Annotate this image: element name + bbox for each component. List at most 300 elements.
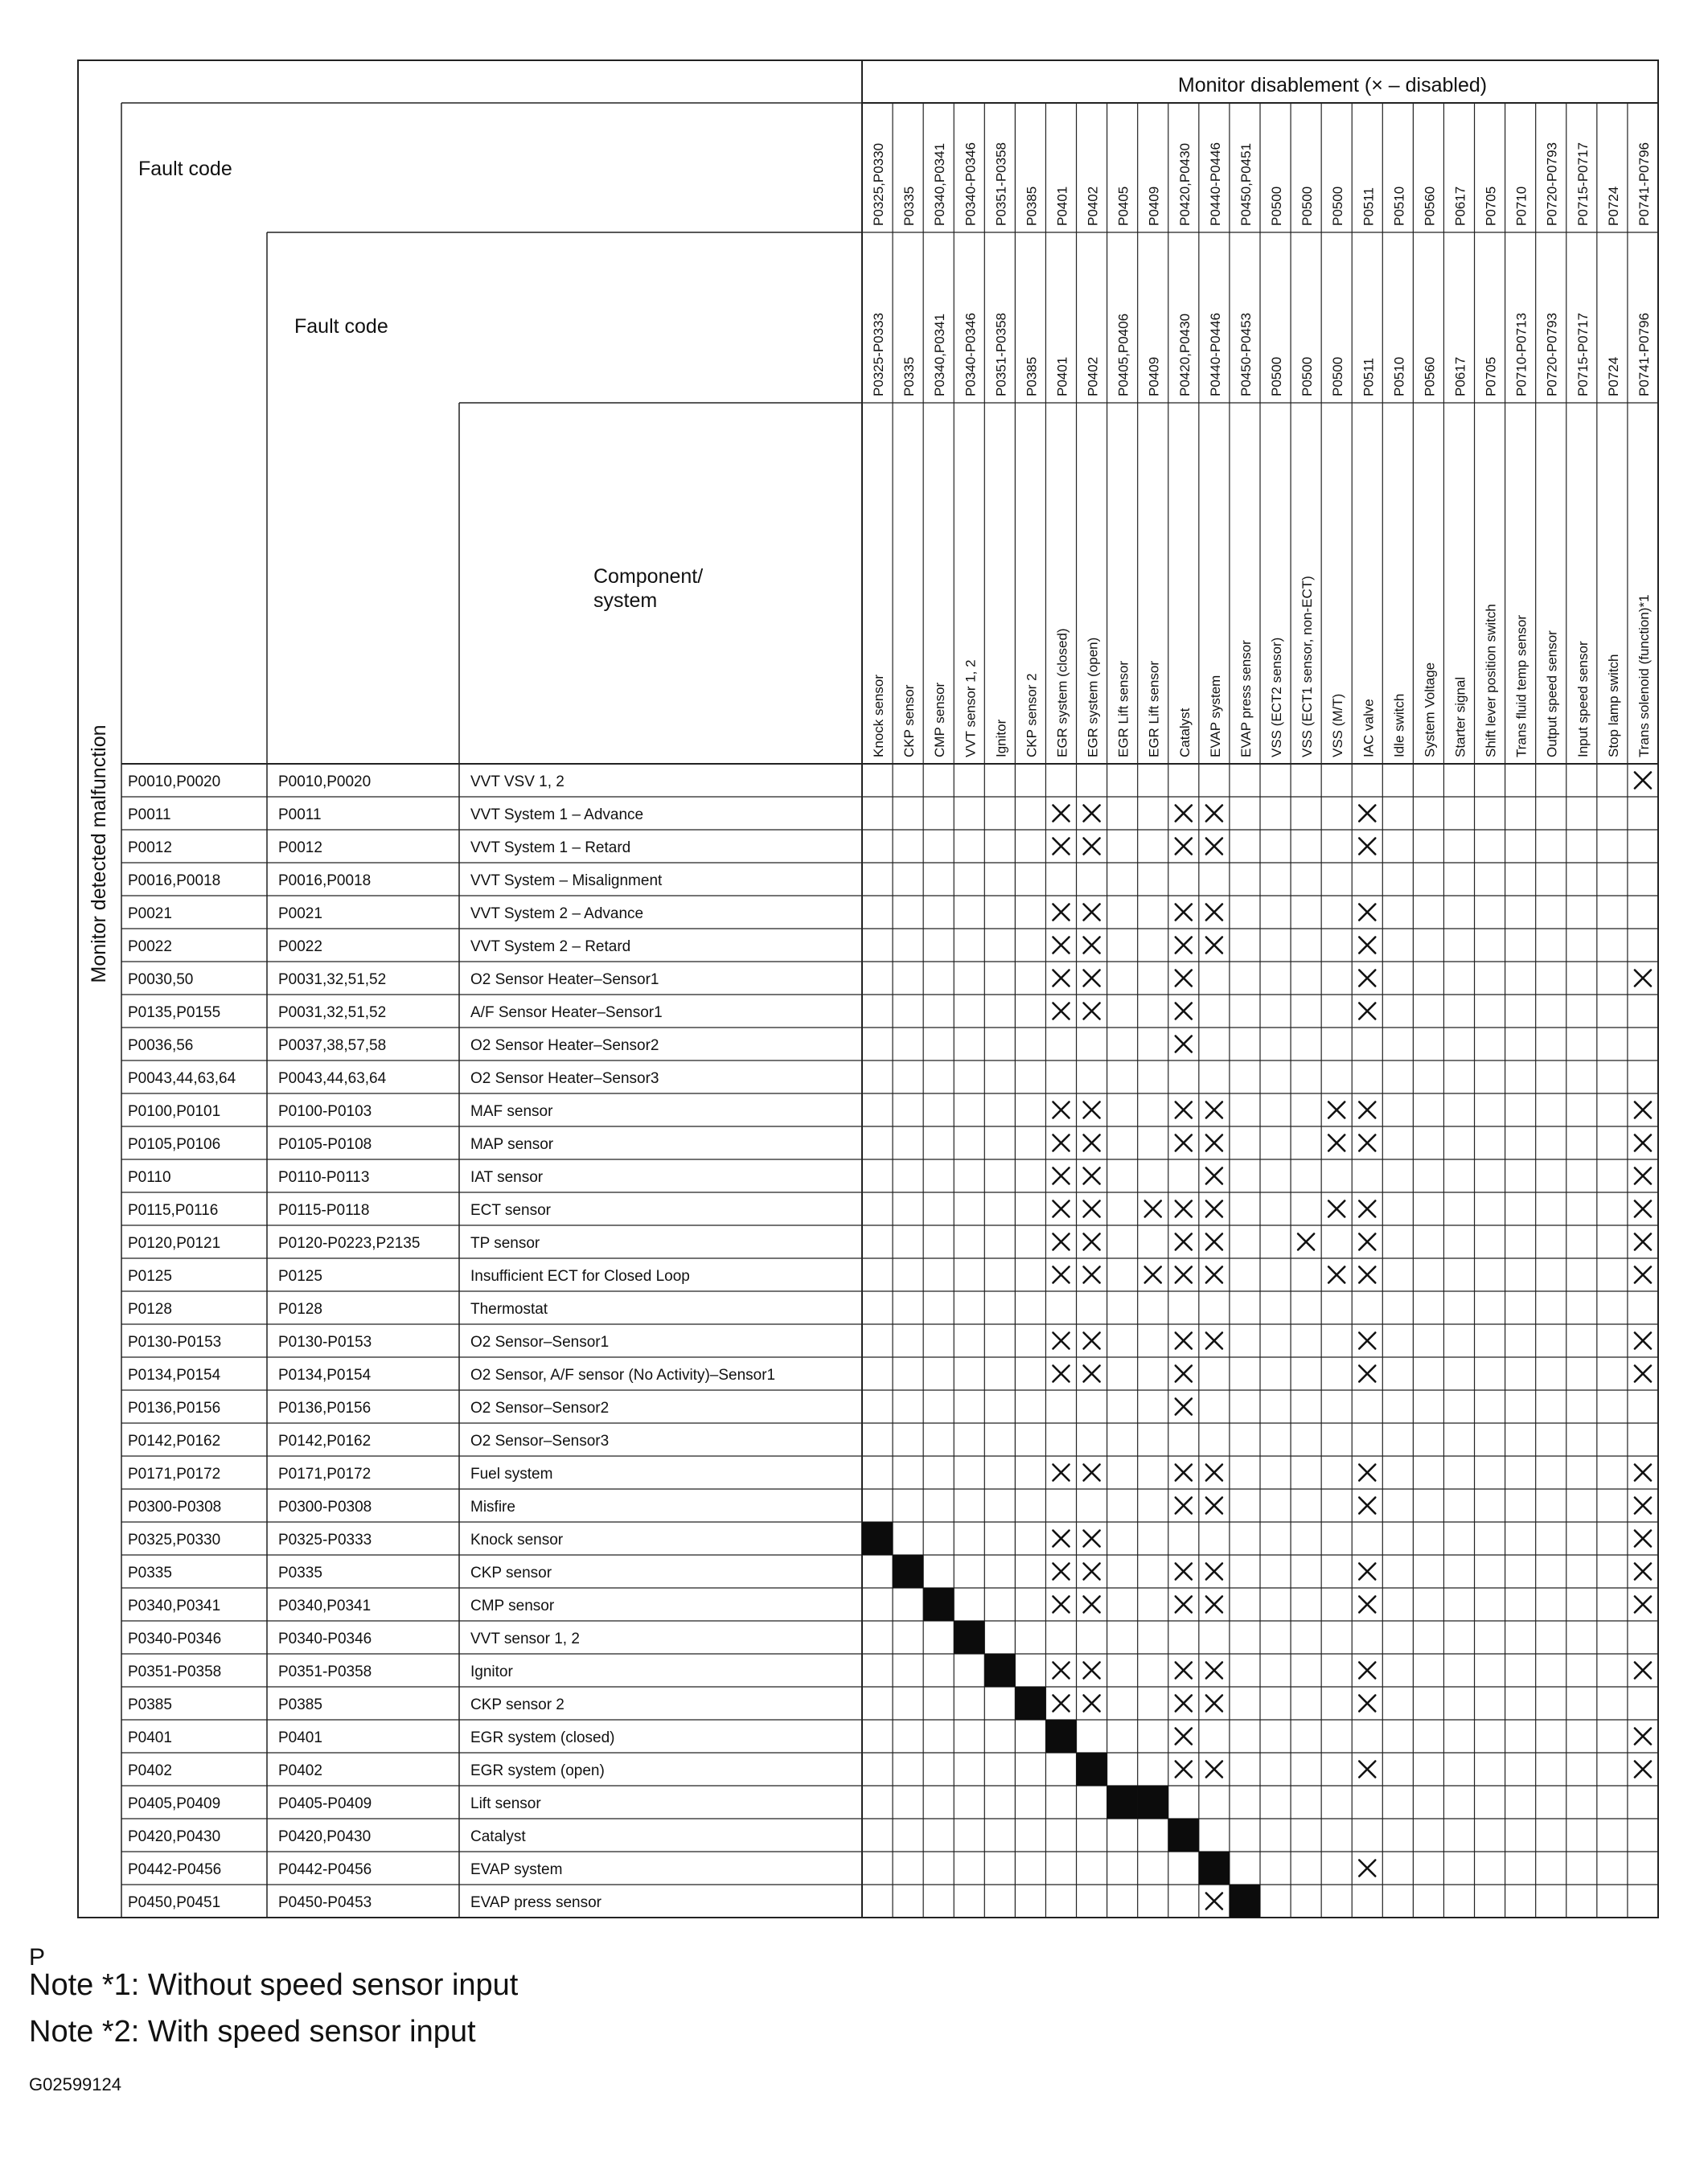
- disabled-x-mark: [1176, 1597, 1192, 1613]
- disabled-x-mark: [1145, 1267, 1161, 1283]
- row-code-secondary: P0012: [278, 839, 322, 856]
- row-code-primary: P0142,P0162: [128, 1433, 221, 1450]
- column-code-secondary: P0500: [1269, 356, 1285, 396]
- row-code-secondary: P0037,38,57,58: [278, 1037, 387, 1054]
- disabled-x-mark: [1176, 970, 1192, 987]
- disabled-x-mark: [1176, 1267, 1192, 1283]
- disabled-x-mark: [1176, 1564, 1192, 1580]
- row-code-primary: P0405,P0409: [128, 1795, 221, 1812]
- disabled-x-mark: [1635, 1333, 1651, 1349]
- disabled-x-mark: [1084, 1333, 1100, 1349]
- row-code-secondary: P0031,32,51,52: [278, 1004, 387, 1021]
- row-code-primary: P0021: [128, 905, 172, 922]
- row-code-secondary: P0335: [278, 1565, 322, 1581]
- column-code-secondary: P0402: [1085, 356, 1101, 396]
- column-component-name: IAC valve: [1361, 699, 1377, 757]
- row-code-secondary: P0325-P0333: [278, 1532, 372, 1549]
- column-code-secondary: P0724: [1605, 356, 1621, 396]
- disabled-x-mark: [1359, 1762, 1375, 1778]
- disabled-x-mark: [1176, 839, 1192, 855]
- column-component-name: System Voltage: [1422, 662, 1438, 757]
- column-code-primary: P0440-P0446: [1207, 142, 1223, 226]
- row-code-primary: P0105,P0106: [128, 1136, 221, 1153]
- disabled-x-mark: [1176, 1762, 1192, 1778]
- column-component-name: VVT sensor 1, 2: [963, 659, 979, 757]
- row-code-secondary: P0142,P0162: [278, 1433, 372, 1450]
- disabled-x-mark: [1359, 905, 1375, 921]
- disabled-x-mark: [1635, 1564, 1651, 1580]
- row-component-name: O2 Sensor Heater–Sensor2: [470, 1037, 659, 1054]
- disabled-x-mark: [1359, 1234, 1375, 1250]
- disabled-x-mark: [1176, 1333, 1192, 1349]
- column-code-secondary: P0401: [1054, 356, 1070, 396]
- disabled-x-mark: [1359, 806, 1375, 822]
- column-code-primary: P0741-P0796: [1636, 142, 1652, 226]
- row-code-secondary: P0420,P0430: [278, 1828, 372, 1845]
- table-row: [128, 839, 1375, 857]
- column-code-primary: P0720-P0793: [1544, 142, 1560, 226]
- row-component-name: A/F Sensor Heater–Sensor1: [470, 1004, 663, 1021]
- row-component-name: VVT System 1 – Advance: [470, 806, 644, 823]
- row-code-secondary: P0125: [278, 1268, 322, 1285]
- self-cell-block: [1107, 1786, 1138, 1819]
- table-row: [128, 1588, 1651, 1621]
- column-code-primary: P0401: [1054, 186, 1070, 226]
- column-code-secondary: P0409: [1146, 356, 1162, 396]
- row-code-primary: P0450,P0451: [128, 1894, 221, 1911]
- note-2: Note *2: With speed sensor input: [29, 2015, 476, 2049]
- disabled-x-mark: [1084, 839, 1100, 855]
- disabled-x-mark: [1053, 1267, 1070, 1283]
- disabled-x-mark: [1206, 1762, 1222, 1778]
- row-component-name: Knock sensor: [470, 1532, 564, 1549]
- disabled-x-mark: [1359, 1102, 1375, 1118]
- column-code-primary: P0335: [901, 186, 918, 226]
- row-code-primary: P0016,P0018: [128, 872, 221, 889]
- disabled-x-mark: [1635, 1663, 1651, 1679]
- row-component-name: EVAP press sensor: [470, 1894, 601, 1911]
- disabled-x-mark: [1359, 1135, 1375, 1151]
- disabled-x-mark: [1084, 1663, 1100, 1679]
- row-code-secondary: P0043,44,63,64: [278, 1070, 387, 1087]
- column-code-secondary: P0385: [1024, 356, 1040, 396]
- column-component-name: VSS (M/T): [1330, 693, 1346, 757]
- table-row: [128, 970, 1651, 989]
- column-component-name: CMP sensor: [932, 682, 948, 757]
- disabled-x-mark: [1635, 773, 1651, 789]
- column-code-primary: P0724: [1605, 186, 1621, 226]
- disabled-x-mark: [1176, 1729, 1192, 1745]
- row-component-name: MAP sensor: [470, 1136, 554, 1153]
- disabled-x-mark: [1176, 1465, 1192, 1481]
- disabled-x-mark: [1359, 1465, 1375, 1481]
- disabled-x-mark: [1206, 1498, 1222, 1514]
- row-component-name: ECT sensor: [470, 1202, 551, 1219]
- row-component-name: EGR system (closed): [470, 1729, 615, 1746]
- component-header-line: system: [593, 589, 658, 612]
- disabled-x-mark: [1206, 839, 1222, 855]
- row-component-name: O2 Sensor–Sensor3: [470, 1433, 610, 1450]
- row-component-name: EVAP system: [470, 1861, 563, 1878]
- disabled-x-mark: [1176, 937, 1192, 954]
- row-code-primary: P0120,P0121: [128, 1235, 221, 1252]
- disabled-x-mark: [1053, 905, 1070, 921]
- column-code-primary: P0340,P0341: [932, 142, 948, 226]
- footer-marker: P: [29, 1944, 46, 1971]
- row-code-primary: P0402: [128, 1762, 172, 1779]
- column-code-secondary: P0720-P0793: [1544, 313, 1560, 396]
- disabled-x-mark: [1635, 1498, 1651, 1514]
- disabled-x-mark: [1053, 1003, 1070, 1019]
- table-row: [128, 1819, 1199, 1852]
- row-code-primary: P0442-P0456: [128, 1861, 222, 1878]
- table-row: [128, 1102, 1651, 1121]
- row-code-primary: P0036,56: [128, 1037, 194, 1054]
- row-code-primary: P0351-P0358: [128, 1663, 222, 1680]
- disabled-x-mark: [1084, 1003, 1100, 1019]
- column-component-name: CKP sensor: [901, 684, 918, 757]
- column-code-secondary: P0325-P0333: [871, 313, 887, 396]
- table-row: [128, 1720, 1651, 1753]
- component-system-header: [593, 565, 703, 612]
- column-code-secondary: P0510: [1391, 356, 1407, 396]
- column-code-secondary: P0340,P0341: [932, 313, 948, 396]
- column-code-secondary: P0705: [1483, 356, 1499, 396]
- disabled-x-mark: [1206, 1102, 1222, 1118]
- table-row: [128, 773, 1651, 791]
- row-component-name: O2 Sensor Heater–Sensor3: [470, 1070, 659, 1087]
- column-code-primary: P0325,P0330: [871, 142, 887, 226]
- table-row: [128, 1786, 1168, 1819]
- row-code-secondary: P0128: [278, 1301, 322, 1318]
- table-row: [128, 1168, 1651, 1187]
- row-code-primary: P0134,P0154: [128, 1367, 221, 1384]
- row-component-name: Ignitor: [470, 1663, 513, 1680]
- self-cell-block: [984, 1654, 1015, 1687]
- column-component-name: CKP sensor 2: [1024, 673, 1040, 757]
- table-row: [128, 1522, 1651, 1555]
- table-row: [128, 1753, 1651, 1786]
- row-code-secondary: P0011: [278, 806, 322, 823]
- disabled-x-mark: [1084, 1696, 1100, 1712]
- disabled-x-mark: [1359, 1201, 1375, 1217]
- column-code-secondary: P0741-P0796: [1636, 313, 1652, 396]
- table-row: [128, 1234, 1651, 1253]
- row-code-primary: P0171,P0172: [128, 1466, 221, 1483]
- table-row: [128, 1333, 1651, 1352]
- row-code-primary: P0335: [128, 1565, 172, 1581]
- row-component-name: Catalyst: [470, 1828, 526, 1845]
- row-code-primary: P0135,P0155: [128, 1004, 221, 1021]
- table-row: [128, 1301, 548, 1318]
- disabled-x-mark: [1084, 1267, 1100, 1283]
- column-code-secondary: P0340-P0346: [963, 313, 979, 396]
- row-component-name: VVT System – Misalignment: [470, 872, 663, 889]
- row-component-name: Fuel system: [470, 1466, 553, 1483]
- disabled-x-mark: [1328, 1267, 1345, 1283]
- self-cell-block: [1168, 1819, 1199, 1852]
- column-code-secondary: P0351-P0358: [993, 313, 1009, 396]
- row-component-name: Lift sensor: [470, 1795, 541, 1812]
- row-code-primary: P0385: [128, 1696, 172, 1713]
- row-code-primary: P0011: [128, 806, 171, 823]
- disabled-x-mark: [1176, 1234, 1192, 1250]
- disabled-x-mark: [1176, 1102, 1192, 1118]
- disabled-x-mark: [1635, 1366, 1651, 1382]
- row-code-primary: P0010,P0020: [128, 773, 221, 790]
- disabled-x-mark: [1176, 1399, 1192, 1415]
- disabled-x-mark: [1206, 1135, 1222, 1151]
- row-code-secondary: P0100-P0103: [278, 1103, 372, 1120]
- self-cell-block: [1045, 1720, 1076, 1753]
- row-code-primary: P0340,P0341: [128, 1598, 221, 1614]
- disabled-x-mark: [1053, 1201, 1070, 1217]
- table-row: [128, 1555, 1651, 1588]
- row-code-secondary: P0130-P0153: [278, 1334, 372, 1351]
- column-component-name: Catalyst: [1176, 708, 1193, 757]
- column-code-primary: P0340-P0346: [963, 142, 979, 226]
- disabled-x-mark: [1084, 905, 1100, 921]
- disabled-x-mark: [1635, 1531, 1651, 1547]
- disabled-x-mark: [1359, 1498, 1375, 1514]
- table-row: [128, 1852, 1375, 1885]
- row-code-secondary: P0110-P0113: [278, 1169, 370, 1186]
- column-component-name: EGR Lift sensor: [1146, 661, 1162, 757]
- disabled-x-mark: [1053, 1564, 1070, 1580]
- self-cell-block: [1230, 1885, 1260, 1918]
- table-row: [128, 1433, 609, 1450]
- row-code-secondary: P0010,P0020: [278, 773, 372, 790]
- disabled-x-mark: [1328, 1135, 1345, 1151]
- row-component-name: Thermostat: [470, 1301, 548, 1318]
- disabled-x-mark: [1084, 1366, 1100, 1382]
- disabled-x-mark: [1206, 1333, 1222, 1349]
- disabled-x-mark: [1084, 1201, 1100, 1217]
- row-component-name: Insufficient ECT for Closed Loop: [470, 1268, 690, 1285]
- disabled-x-mark: [1328, 1102, 1345, 1118]
- disabled-x-mark: [1053, 1696, 1070, 1712]
- column-code-primary: P0405: [1115, 186, 1131, 226]
- self-cell-block: [1138, 1786, 1168, 1819]
- row-component-name: VVT VSV 1, 2: [470, 773, 565, 790]
- row-code-primary: P0325,P0330: [128, 1532, 221, 1549]
- disabled-x-mark: [1206, 1168, 1222, 1184]
- table-row: [128, 872, 663, 889]
- row-code-secondary: P0115-P0118: [278, 1202, 370, 1219]
- row-code-primary: P0100,P0101: [128, 1103, 221, 1120]
- column-component-name: EGR system (open): [1085, 637, 1101, 757]
- disabled-x-mark: [1053, 1531, 1070, 1547]
- row-code-secondary: P0171,P0172: [278, 1466, 372, 1483]
- column-code-primary: P0560: [1422, 186, 1438, 226]
- table-row: [128, 1267, 1651, 1286]
- row-component-name: O2 Sensor–Sensor1: [470, 1334, 610, 1351]
- column-code-primary: P0500: [1330, 186, 1346, 226]
- disabled-x-mark: [1359, 839, 1375, 855]
- disabled-x-mark: [1206, 1267, 1222, 1283]
- disabled-x-mark: [1635, 1102, 1651, 1118]
- column-code-primary: P0420,P0430: [1176, 142, 1193, 226]
- disabled-x-mark: [1176, 1201, 1192, 1217]
- row-code-primary: P0340-P0346: [128, 1631, 222, 1647]
- row-component-name: CKP sensor: [470, 1565, 552, 1581]
- column-code-secondary: P0617: [1452, 356, 1468, 396]
- disabled-x-mark: [1176, 1135, 1192, 1151]
- column-code-primary: P0500: [1299, 186, 1316, 226]
- table-row: [128, 1070, 659, 1087]
- disabled-x-mark: [1635, 970, 1651, 987]
- column-component-name: EGR Lift sensor: [1115, 661, 1131, 757]
- row-component-name: CKP sensor 2: [470, 1696, 565, 1713]
- row-component-name: O2 Sensor Heater–Sensor1: [470, 971, 659, 988]
- disabled-x-mark: [1176, 1036, 1192, 1052]
- column-component-name: Trans solenoid (function)*1: [1636, 594, 1652, 757]
- row-code-secondary: P0120-P0223,P2135: [278, 1235, 421, 1252]
- row-component-name: CMP sensor: [470, 1598, 555, 1614]
- disabled-x-mark: [1176, 1663, 1192, 1679]
- table-row: [128, 1135, 1651, 1154]
- column-code-primary: P0511: [1361, 187, 1377, 226]
- disabled-x-mark: [1084, 1531, 1100, 1547]
- disabled-x-mark: [1084, 1135, 1100, 1151]
- row-component-name: IAT sensor: [470, 1169, 544, 1186]
- row-code-secondary: P0016,P0018: [278, 872, 372, 889]
- row-code-primary: P0130-P0153: [128, 1334, 222, 1351]
- row-code-primary: P0420,P0430: [128, 1828, 221, 1845]
- disabled-x-mark: [1084, 1102, 1100, 1118]
- column-component-name: EGR system (closed): [1054, 628, 1070, 757]
- disabled-x-mark: [1635, 1465, 1651, 1481]
- disabled-x-mark: [1084, 1168, 1100, 1184]
- column-code-primary: P0402: [1085, 186, 1101, 226]
- disabled-x-mark: [1359, 1366, 1375, 1382]
- disabled-x-mark: [1176, 1696, 1192, 1712]
- disabled-x-mark: [1206, 905, 1222, 921]
- disabled-x-mark: [1206, 1201, 1222, 1217]
- disabled-x-mark: [1635, 1729, 1651, 1745]
- column-code-primary: P0351-P0358: [993, 142, 1009, 226]
- row-code-primary: P0136,P0156: [128, 1400, 221, 1417]
- column-code-primary: P0510: [1391, 186, 1407, 226]
- table-row: [128, 1036, 1192, 1055]
- column-code-secondary: P0440-P0446: [1207, 313, 1223, 396]
- row-component-name: VVT sensor 1, 2: [470, 1631, 580, 1647]
- row-code-secondary: P0340-P0346: [278, 1631, 372, 1647]
- table-row: [128, 1885, 1260, 1918]
- self-cell-block: [862, 1522, 893, 1555]
- column-headers: [871, 142, 1652, 757]
- table-row: [128, 905, 1375, 923]
- disabled-x-mark: [1635, 1267, 1651, 1283]
- disabled-x-mark: [1176, 1498, 1192, 1514]
- row-code-primary: P0110: [128, 1169, 171, 1186]
- disabled-x-mark: [1053, 1597, 1070, 1613]
- row-code-secondary: P0022: [278, 938, 322, 955]
- table-rows: [128, 773, 1651, 1918]
- self-cell-block: [923, 1588, 954, 1621]
- disabled-x-mark: [1206, 1564, 1222, 1580]
- disabled-x-mark: [1053, 1333, 1070, 1349]
- disabled-x-mark: [1359, 1696, 1375, 1712]
- row-code-primary: P0300-P0308: [128, 1499, 222, 1516]
- column-code-secondary: P0420,P0430: [1176, 313, 1193, 396]
- disabled-x-mark: [1053, 970, 1070, 987]
- column-code-secondary: P0335: [901, 356, 918, 396]
- column-code-primary: P0715-P0717: [1575, 142, 1591, 226]
- row-code-primary: P0012: [128, 839, 172, 856]
- disabled-x-mark: [1084, 970, 1100, 987]
- table-row: [128, 1687, 1375, 1720]
- disabled-x-mark: [1084, 937, 1100, 954]
- table-row: [128, 806, 1375, 824]
- disabled-x-mark: [1206, 1696, 1222, 1712]
- disabled-x-mark: [1328, 1201, 1345, 1217]
- row-component-name: Misfire: [470, 1499, 515, 1516]
- row-code-secondary: P0136,P0156: [278, 1400, 372, 1417]
- figure-id: G02599124: [29, 2074, 121, 2094]
- row-code-secondary: P0031,32,51,52: [278, 971, 387, 988]
- disabled-x-mark: [1359, 1267, 1375, 1283]
- row-code-secondary: P0402: [278, 1762, 322, 1779]
- column-code-primary: P0500: [1269, 186, 1285, 226]
- column-code-primary: P0617: [1452, 186, 1468, 226]
- column-component-name: Knock sensor: [871, 675, 887, 757]
- disabled-x-mark: [1176, 806, 1192, 822]
- table-row: [128, 1003, 1375, 1022]
- disabled-x-mark: [1053, 1663, 1070, 1679]
- disabled-x-mark: [1176, 1366, 1192, 1382]
- disabled-x-mark: [1176, 905, 1192, 921]
- disabled-x-mark: [1053, 839, 1070, 855]
- disabled-x-mark: [1176, 1003, 1192, 1019]
- disabled-x-mark: [1635, 1135, 1651, 1151]
- table-row: [128, 1399, 1192, 1417]
- row-code-secondary: P0385: [278, 1696, 322, 1713]
- column-component-name: EVAP press sensor: [1238, 640, 1254, 757]
- disabled-x-mark: [1635, 1762, 1651, 1778]
- disabled-x-mark: [1053, 1234, 1070, 1250]
- disabled-x-mark: [1206, 1597, 1222, 1613]
- disabled-x-mark: [1635, 1597, 1651, 1613]
- note-1: Note *1: Without speed sensor input: [29, 1968, 519, 2002]
- row-component-name: VVT System 2 – Retard: [470, 938, 631, 955]
- disabled-x-mark: [1359, 1564, 1375, 1580]
- disabled-x-mark: [1084, 1465, 1100, 1481]
- column-code-secondary: P0560: [1422, 356, 1438, 396]
- column-component-name: Output speed sensor: [1544, 630, 1560, 757]
- column-component-name: Input speed sensor: [1575, 641, 1591, 757]
- disabled-x-mark: [1053, 1366, 1070, 1382]
- row-component-name: VVT System 1 – Retard: [470, 839, 631, 856]
- component-header-line: Component/: [593, 565, 704, 588]
- row-code-primary: P0401: [128, 1729, 172, 1746]
- row-code-primary: P0043,44,63,64: [128, 1070, 236, 1087]
- column-component-name: Shift lever position switch: [1483, 604, 1499, 757]
- row-code-secondary: P0105-P0108: [278, 1136, 372, 1153]
- disabled-x-mark: [1359, 1003, 1375, 1019]
- row-code-secondary: P0442-P0456: [278, 1861, 372, 1878]
- disabled-x-mark: [1635, 1168, 1651, 1184]
- column-component-name: Idle switch: [1391, 693, 1407, 757]
- disabled-x-mark: [1359, 1663, 1375, 1679]
- disabled-x-mark: [1635, 1234, 1651, 1250]
- table-row: [128, 1621, 984, 1654]
- disabled-x-mark: [1206, 1893, 1222, 1910]
- disabled-x-mark: [1053, 1135, 1070, 1151]
- column-component-name: VSS (ECT2 sensor): [1269, 637, 1285, 757]
- monitor-disablement-banner: Monitor disablement (× – disabled): [1177, 74, 1488, 96]
- self-cell-block: [893, 1555, 923, 1588]
